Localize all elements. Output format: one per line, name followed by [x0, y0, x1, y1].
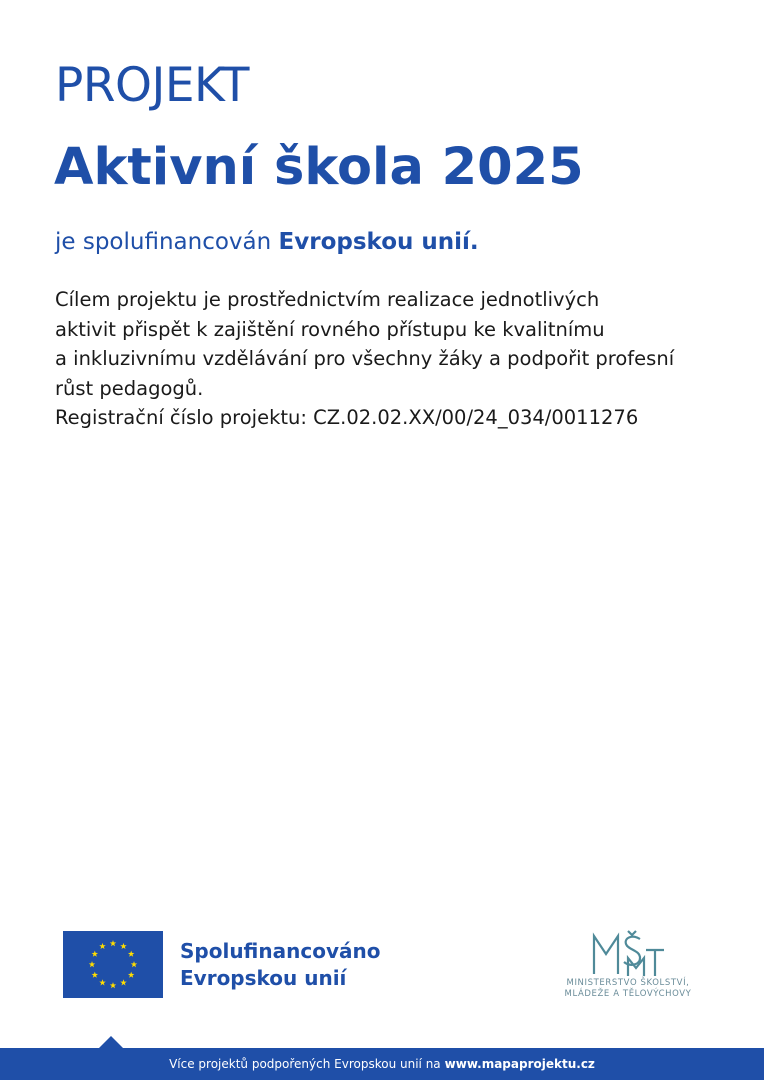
- msmt-logo: [552, 930, 704, 1000]
- footer-link[interactable]: www.mapaprojektu.cz: [444, 1057, 595, 1071]
- eu-star-icon: [110, 940, 116, 946]
- eu-flag-icon: [63, 931, 163, 998]
- eu-star-icon: [120, 979, 126, 985]
- eu-star-icon: [110, 982, 116, 988]
- cofinanced-eu: Evropskou unií.: [278, 229, 479, 255]
- description-line: růst pedagogů.: [55, 376, 204, 400]
- eu-star-icon: [99, 943, 105, 949]
- project-description: [55, 285, 725, 433]
- cofinanced-statement: [55, 229, 479, 255]
- description-line: aktivit přispět k zajištění rovného přístupu ke kvalitnímu: [55, 317, 605, 341]
- eu-star-icon: [92, 951, 98, 957]
- footer-notch: [99, 1036, 123, 1048]
- eu-star-icon: [128, 972, 134, 978]
- eu-star-icon: [131, 961, 137, 967]
- eu-star-icon: [99, 979, 105, 985]
- eu-star-icon: [128, 951, 134, 957]
- eu-logo-line2: Evropskou unií: [180, 965, 347, 990]
- msmt-monogram-icon: [588, 930, 668, 978]
- project-title: Aktivní škola 2025: [54, 138, 584, 197]
- description-line: Cílem projektu je prostřednictvím realizace jednotlivých: [55, 288, 600, 311]
- eu-star-icon: [120, 943, 126, 949]
- cofinanced-prefix: je spolufinancován: [55, 229, 272, 255]
- eu-star-icon: [89, 961, 95, 967]
- eu-logo-text: [180, 938, 380, 992]
- eu-logo-line1: Spolufinancováno: [180, 938, 381, 963]
- registration-number: Registrační číslo projektu: CZ.02.02.XX/00/24_034/0011276: [55, 406, 639, 429]
- eu-cofinanced-logo: [63, 931, 380, 998]
- project-label: PROJEKT: [55, 58, 249, 113]
- footer-text: Více projektů podpořených Evropskou unií na: [169, 1057, 441, 1071]
- msmt-line1: MINISTERSTVO ŠKOLSTVÍ,: [566, 978, 690, 988]
- footer-bar: [0, 1048, 764, 1080]
- eu-star-icon: [92, 972, 98, 978]
- description-line: a inkluzivnímu vzdělávání pro všechny žáky a podpořit profesní: [55, 347, 675, 370]
- eu-stars: [63, 931, 163, 998]
- msmt-line2: MLÁDEŽE A TĚLOVÝCHOVY: [564, 989, 692, 999]
